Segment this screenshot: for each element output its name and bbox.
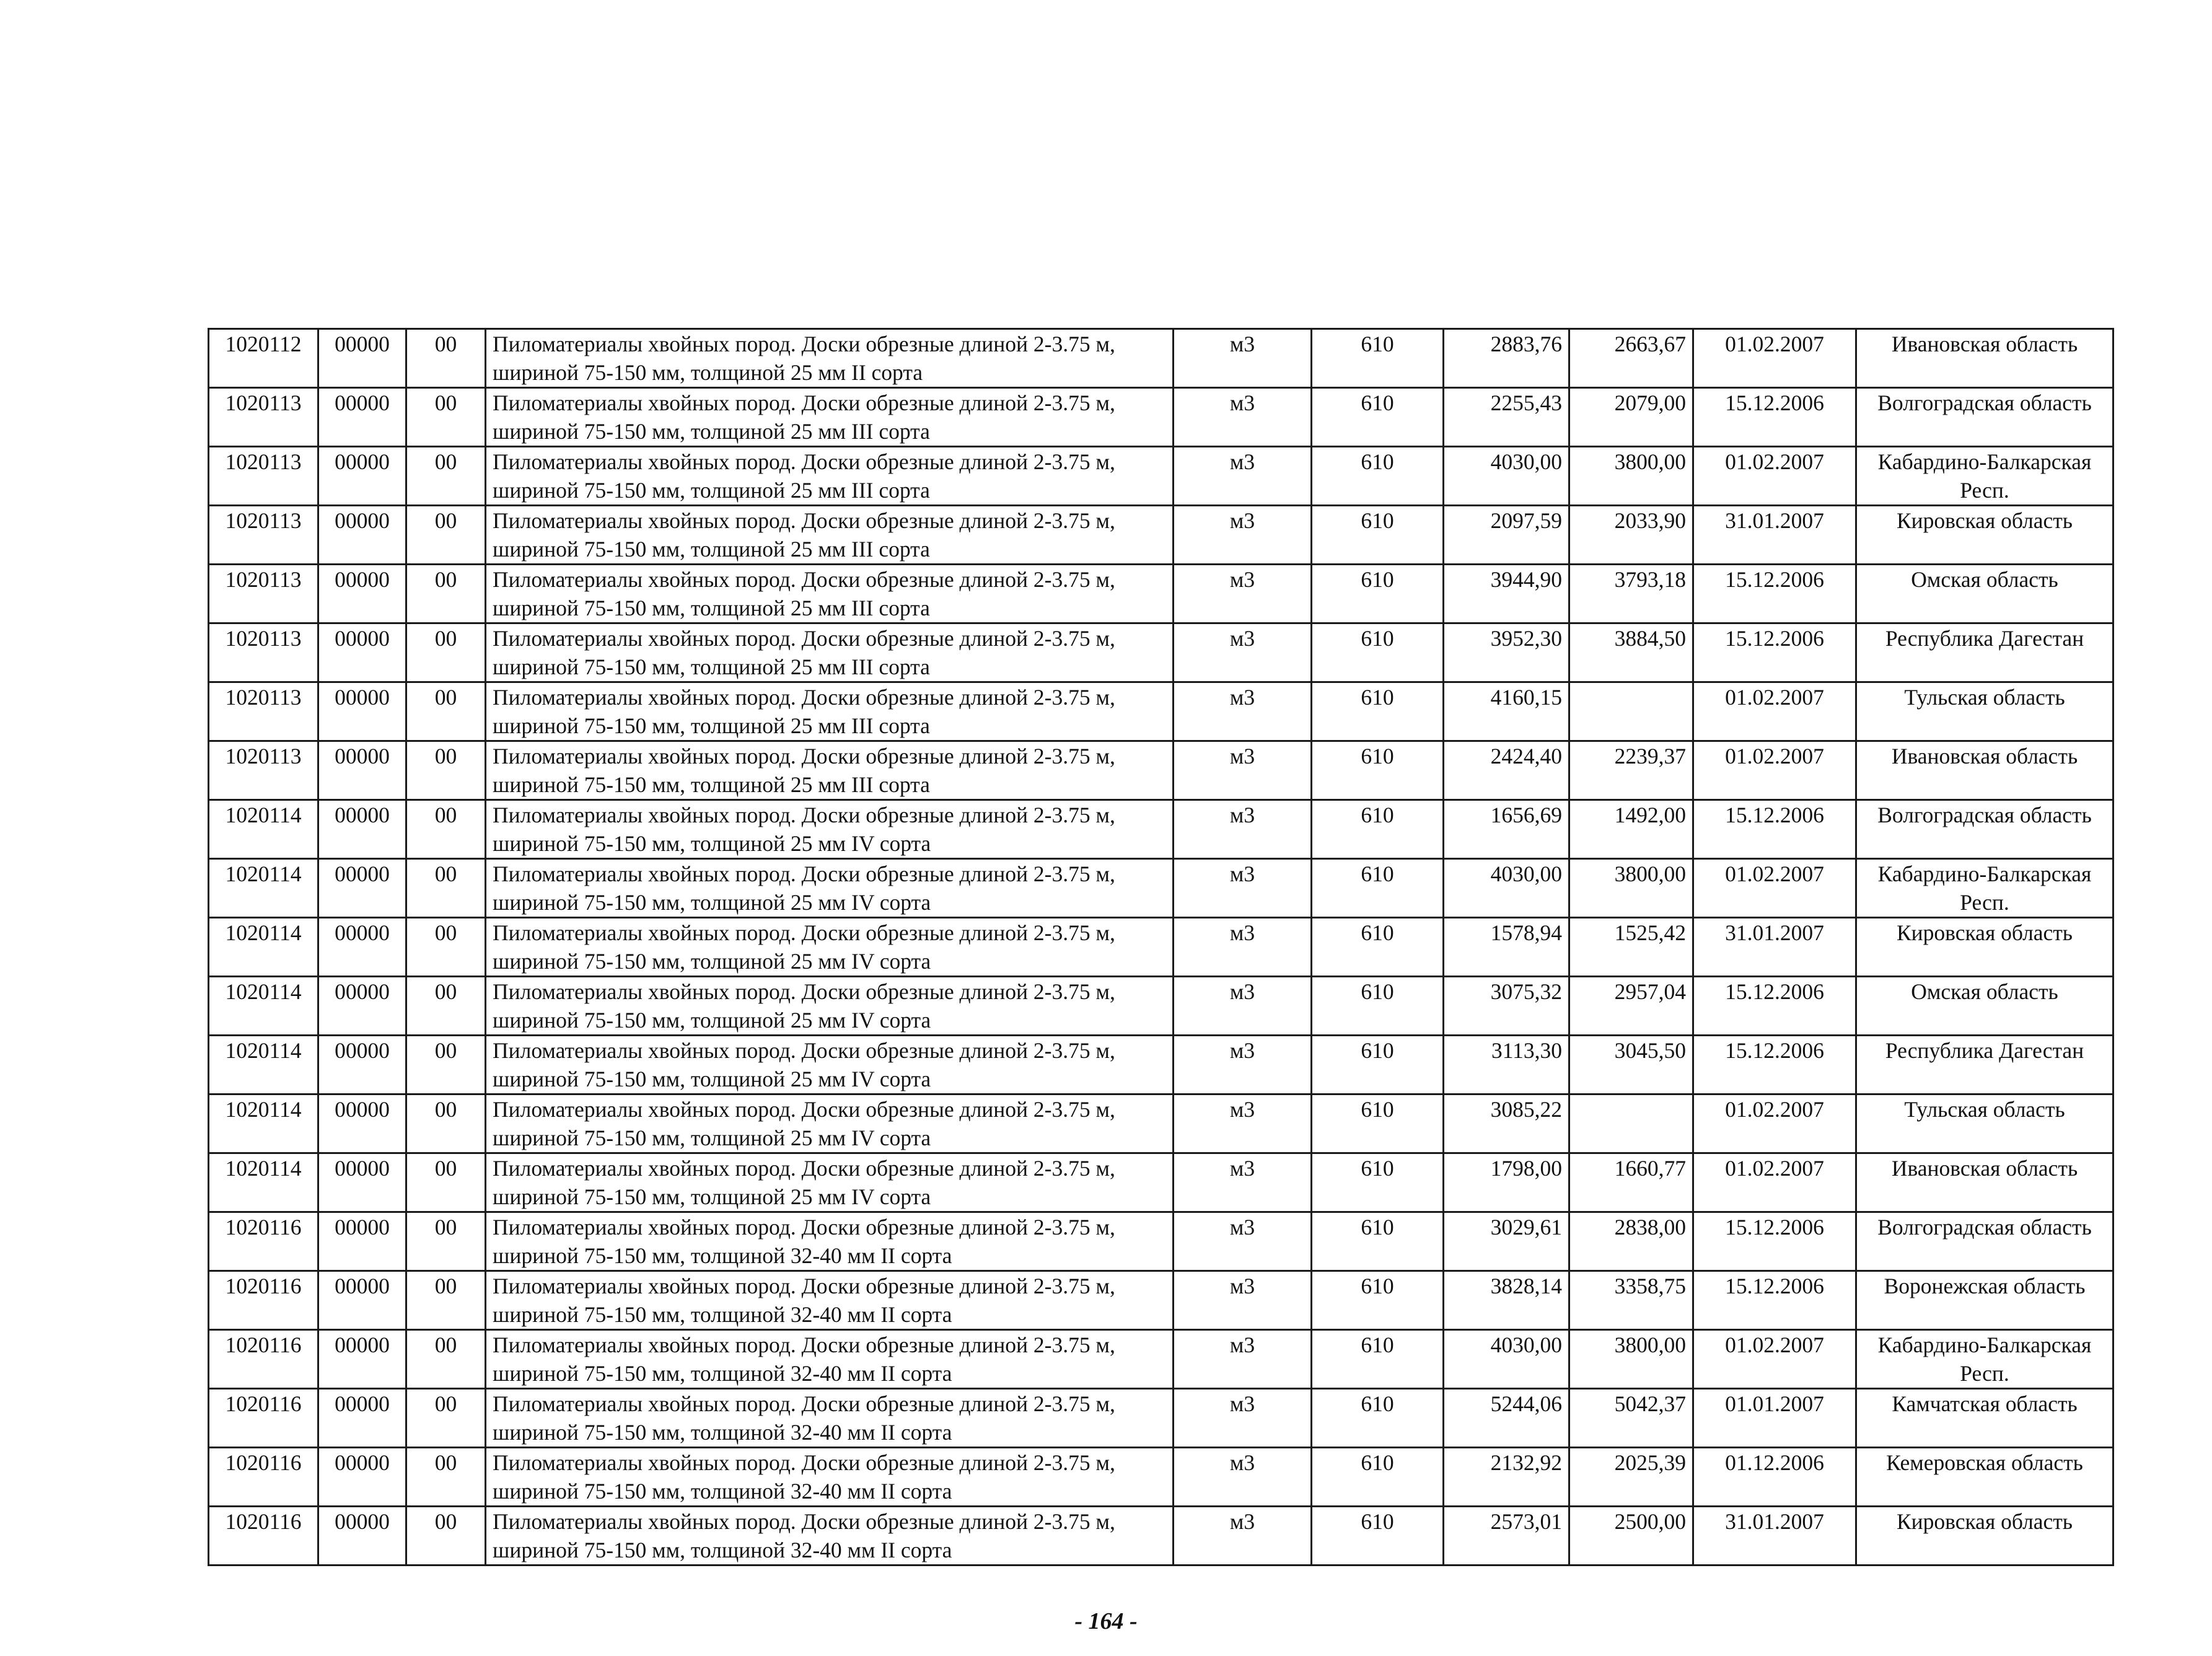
subcode-cell: 00000 (318, 329, 406, 388)
code-cell: 1020113 (209, 623, 318, 682)
code-cell: 1020114 (209, 977, 318, 1036)
unit-cell: м3 (1174, 682, 1312, 741)
region-cell: Ивановская область (1856, 741, 2113, 800)
description-cell: Пиломатериалы хвойных пород. Доски обрезные длиной 2-3.75 м, шириной 75-150 мм, толщиной 32-40 мм II сорта (486, 1507, 1174, 1566)
date-cell: 15.12.2006 (1693, 565, 1856, 623)
table-row (209, 388, 2113, 447)
ext-code-cell: 00 (406, 1330, 486, 1389)
ext-code-cell: 00 (406, 447, 486, 506)
table-row (209, 859, 2113, 918)
date-cell: 15.12.2006 (1693, 1212, 1856, 1271)
description-cell: Пиломатериалы хвойных пород. Доски обрезные длиной 2-3.75 м, шириной 75-150 мм, толщиной 25 мм IV сорта (486, 1153, 1174, 1212)
description-cell: Пиломатериалы хвойных пород. Доски обрезные длиной 2-3.75 м, шириной 75-150 мм, толщиной 25 мм IV сорта (486, 977, 1174, 1036)
unit-cell: м3 (1174, 329, 1312, 388)
price-no-vat-cell: 3800,00 (1569, 859, 1693, 918)
subcode-cell: 00000 (318, 1036, 406, 1094)
table-row (209, 1389, 2113, 1448)
okei-code-cell: 610 (1312, 1036, 1444, 1094)
date-cell: 15.12.2006 (1693, 623, 1856, 682)
region-cell: Ивановская область (1856, 1153, 2113, 1212)
code-cell: 1020116 (209, 1212, 318, 1271)
subcode-cell: 00000 (318, 1507, 406, 1566)
ext-code-cell: 00 (406, 329, 486, 388)
unit-cell: м3 (1174, 447, 1312, 506)
price-no-vat-cell: 2500,00 (1569, 1507, 1693, 1566)
price-no-vat-cell: 3800,00 (1569, 1330, 1693, 1389)
date-cell: 01.12.2006 (1693, 1448, 1856, 1507)
price-no-vat-cell: 3793,18 (1569, 565, 1693, 623)
subcode-cell: 00000 (318, 682, 406, 741)
date-cell: 01.02.2007 (1693, 859, 1856, 918)
ext-code-cell: 00 (406, 1448, 486, 1507)
region-cell: Волгоградская область (1856, 1212, 2113, 1271)
price-cell: 1798,00 (1444, 1153, 1569, 1212)
okei-code-cell: 610 (1312, 741, 1444, 800)
table-row (209, 623, 2113, 682)
unit-cell: м3 (1174, 1212, 1312, 1271)
code-cell: 1020114 (209, 859, 318, 918)
price-cell: 3944,90 (1444, 565, 1569, 623)
date-cell: 15.12.2006 (1693, 977, 1856, 1036)
price-no-vat-cell (1569, 1094, 1693, 1153)
table-row (209, 977, 2113, 1036)
table-row (209, 682, 2113, 741)
region-cell: Омская область (1856, 977, 2113, 1036)
price-cell: 3113,30 (1444, 1036, 1569, 1094)
region-cell: Ивановская область (1856, 329, 2113, 388)
table-row (209, 565, 2113, 623)
region-cell: Кабардино-Балкарская Респ. (1856, 447, 2113, 506)
region-cell: Волгоградская область (1856, 800, 2113, 859)
okei-code-cell: 610 (1312, 447, 1444, 506)
okei-code-cell: 610 (1312, 1389, 1444, 1448)
table-row (209, 506, 2113, 565)
unit-cell: м3 (1174, 741, 1312, 800)
description-cell: Пиломатериалы хвойных пород. Доски обрезные длиной 2-3.75 м, шириной 75-150 мм, толщиной 25 мм III сорта (486, 506, 1174, 565)
table-row (209, 1271, 2113, 1330)
price-cell: 4030,00 (1444, 859, 1569, 918)
region-cell: Кемеровская область (1856, 1448, 2113, 1507)
region-cell: Волгоградская область (1856, 388, 2113, 447)
okei-code-cell: 610 (1312, 1330, 1444, 1389)
ext-code-cell: 00 (406, 1153, 486, 1212)
region-cell: Омская область (1856, 565, 2113, 623)
price-cell: 2573,01 (1444, 1507, 1569, 1566)
unit-cell: м3 (1174, 977, 1312, 1036)
price-no-vat-cell: 3045,50 (1569, 1036, 1693, 1094)
code-cell: 1020116 (209, 1448, 318, 1507)
unit-cell: м3 (1174, 1271, 1312, 1330)
code-cell: 1020113 (209, 447, 318, 506)
price-table-sheet (208, 328, 2112, 1566)
description-cell: Пиломатериалы хвойных пород. Доски обрезные длиной 2-3.75 м, шириной 75-150 мм, толщиной 25 мм IV сорта (486, 859, 1174, 918)
unit-cell: м3 (1174, 565, 1312, 623)
price-no-vat-cell (1569, 682, 1693, 741)
ext-code-cell: 00 (406, 1389, 486, 1448)
ext-code-cell: 00 (406, 1094, 486, 1153)
date-cell: 01.02.2007 (1693, 682, 1856, 741)
ext-code-cell: 00 (406, 506, 486, 565)
price-no-vat-cell: 5042,37 (1569, 1389, 1693, 1448)
region-cell: Тульская область (1856, 682, 2113, 741)
price-cell: 3075,32 (1444, 977, 1569, 1036)
ext-code-cell: 00 (406, 800, 486, 859)
ext-code-cell: 00 (406, 623, 486, 682)
code-cell: 1020113 (209, 741, 318, 800)
okei-code-cell: 610 (1312, 329, 1444, 388)
description-cell: Пиломатериалы хвойных пород. Доски обрезные длиной 2-3.75 м, шириной 75-150 мм, толщиной 25 мм IV сорта (486, 1036, 1174, 1094)
okei-code-cell: 610 (1312, 1448, 1444, 1507)
unit-cell: м3 (1174, 388, 1312, 447)
okei-code-cell: 610 (1312, 1094, 1444, 1153)
price-cell: 2255,43 (1444, 388, 1569, 447)
table-body (209, 329, 2113, 1566)
unit-cell: м3 (1174, 1153, 1312, 1212)
table-row (209, 1212, 2113, 1271)
description-cell: Пиломатериалы хвойных пород. Доски обрезные длиной 2-3.75 м, шириной 75-150 мм, толщиной 32-40 мм II сорта (486, 1271, 1174, 1330)
price-cell: 1578,94 (1444, 918, 1569, 977)
price-no-vat-cell: 3884,50 (1569, 623, 1693, 682)
region-cell: Тульская область (1856, 1094, 2113, 1153)
subcode-cell: 00000 (318, 977, 406, 1036)
price-no-vat-cell: 2957,04 (1569, 977, 1693, 1036)
table-row (209, 1507, 2113, 1566)
ext-code-cell: 00 (406, 1036, 486, 1094)
ext-code-cell: 00 (406, 1212, 486, 1271)
ext-code-cell: 00 (406, 918, 486, 977)
date-cell: 01.02.2007 (1693, 447, 1856, 506)
ext-code-cell: 00 (406, 859, 486, 918)
ext-code-cell: 00 (406, 565, 486, 623)
price-cell: 2883,76 (1444, 329, 1569, 388)
okei-code-cell: 610 (1312, 800, 1444, 859)
description-cell: Пиломатериалы хвойных пород. Доски обрезные длиной 2-3.75 м, шириной 75-150 мм, толщиной 25 мм III сорта (486, 447, 1174, 506)
code-cell: 1020114 (209, 1036, 318, 1094)
table-row (209, 1094, 2113, 1153)
price-cell: 3029,61 (1444, 1212, 1569, 1271)
date-cell: 01.02.2007 (1693, 329, 1856, 388)
description-cell: Пиломатериалы хвойных пород. Доски обрезные длиной 2-3.75 м, шириной 75-150 мм, толщиной 25 мм IV сорта (486, 918, 1174, 977)
price-no-vat-cell: 1492,00 (1569, 800, 1693, 859)
table-row (209, 1448, 2113, 1507)
description-cell: Пиломатериалы хвойных пород. Доски обрезные длиной 2-3.75 м, шириной 75-150 мм, толщиной 25 мм IV сорта (486, 1094, 1174, 1153)
price-cell: 4030,00 (1444, 447, 1569, 506)
okei-code-cell: 610 (1312, 1153, 1444, 1212)
subcode-cell: 00000 (318, 565, 406, 623)
date-cell: 01.02.2007 (1693, 741, 1856, 800)
subcode-cell: 00000 (318, 1389, 406, 1448)
ext-code-cell: 00 (406, 388, 486, 447)
description-cell: Пиломатериалы хвойных пород. Доски обрезные длиной 2-3.75 м, шириной 75-150 мм, толщиной 25 мм III сорта (486, 623, 1174, 682)
unit-cell: м3 (1174, 1507, 1312, 1566)
price-cell: 1656,69 (1444, 800, 1569, 859)
price-cell: 3952,30 (1444, 623, 1569, 682)
unit-cell: м3 (1174, 1448, 1312, 1507)
region-cell: Республика Дагестан (1856, 623, 2113, 682)
description-cell: Пиломатериалы хвойных пород. Доски обрезные длиной 2-3.75 м, шириной 75-150 мм, толщиной 32-40 мм II сорта (486, 1330, 1174, 1389)
code-cell: 1020113 (209, 682, 318, 741)
price-no-vat-cell: 2079,00 (1569, 388, 1693, 447)
okei-code-cell: 610 (1312, 506, 1444, 565)
subcode-cell: 00000 (318, 1448, 406, 1507)
subcode-cell: 00000 (318, 1212, 406, 1271)
unit-cell: м3 (1174, 506, 1312, 565)
region-cell: Кабардино-Балкарская Респ. (1856, 1330, 2113, 1389)
price-cell: 3828,14 (1444, 1271, 1569, 1330)
code-cell: 1020114 (209, 918, 318, 977)
date-cell: 15.12.2006 (1693, 1271, 1856, 1330)
description-cell: Пиломатериалы хвойных пород. Доски обрезные длиной 2-3.75 м, шириной 75-150 мм, толщиной 25 мм III сорта (486, 388, 1174, 447)
description-cell: Пиломатериалы хвойных пород. Доски обрезные длиной 2-3.75 м, шириной 75-150 мм, толщиной 25 мм II сорта (486, 329, 1174, 388)
subcode-cell: 00000 (318, 800, 406, 859)
date-cell: 01.02.2007 (1693, 1094, 1856, 1153)
code-cell: 1020116 (209, 1330, 318, 1389)
table-row (209, 1036, 2113, 1094)
description-cell: Пиломатериалы хвойных пород. Доски обрезные длиной 2-3.75 м, шириной 75-150 мм, толщиной 25 мм IV сорта (486, 800, 1174, 859)
price-cell: 3085,22 (1444, 1094, 1569, 1153)
ext-code-cell: 00 (406, 682, 486, 741)
code-cell: 1020114 (209, 800, 318, 859)
okei-code-cell: 610 (1312, 682, 1444, 741)
description-cell: Пиломатериалы хвойных пород. Доски обрезные длиной 2-3.75 м, шириной 75-150 мм, толщиной 32-40 мм II сорта (486, 1389, 1174, 1448)
code-cell: 1020114 (209, 1153, 318, 1212)
subcode-cell: 00000 (318, 1094, 406, 1153)
price-cell: 4030,00 (1444, 1330, 1569, 1389)
unit-cell: м3 (1174, 623, 1312, 682)
okei-code-cell: 610 (1312, 1212, 1444, 1271)
okei-code-cell: 610 (1312, 1271, 1444, 1330)
price-no-vat-cell: 1525,42 (1569, 918, 1693, 977)
subcode-cell: 00000 (318, 918, 406, 977)
unit-cell: м3 (1174, 1094, 1312, 1153)
price-no-vat-cell: 2033,90 (1569, 506, 1693, 565)
subcode-cell: 00000 (318, 1153, 406, 1212)
price-no-vat-cell: 1660,77 (1569, 1153, 1693, 1212)
okei-code-cell: 610 (1312, 565, 1444, 623)
code-cell: 1020116 (209, 1389, 318, 1448)
price-cell: 2097,59 (1444, 506, 1569, 565)
subcode-cell: 00000 (318, 388, 406, 447)
price-no-vat-cell: 2025,39 (1569, 1448, 1693, 1507)
table-row (209, 329, 2113, 388)
price-no-vat-cell: 3800,00 (1569, 447, 1693, 506)
subcode-cell: 00000 (318, 506, 406, 565)
price-no-vat-cell: 3358,75 (1569, 1271, 1693, 1330)
price-cell: 4160,15 (1444, 682, 1569, 741)
subcode-cell: 00000 (318, 741, 406, 800)
unit-cell: м3 (1174, 1389, 1312, 1448)
price-cell: 2132,92 (1444, 1448, 1569, 1507)
subcode-cell: 00000 (318, 1330, 406, 1389)
subcode-cell: 00000 (318, 623, 406, 682)
region-cell: Кировская область (1856, 918, 2113, 977)
description-cell: Пиломатериалы хвойных пород. Доски обрезные длиной 2-3.75 м, шириной 75-150 мм, толщиной 25 мм III сорта (486, 741, 1174, 800)
table-row (209, 1330, 2113, 1389)
code-cell: 1020113 (209, 565, 318, 623)
date-cell: 15.12.2006 (1693, 1036, 1856, 1094)
okei-code-cell: 610 (1312, 623, 1444, 682)
code-cell: 1020113 (209, 506, 318, 565)
date-cell: 31.01.2007 (1693, 506, 1856, 565)
ext-code-cell: 00 (406, 1271, 486, 1330)
description-cell: Пиломатериалы хвойных пород. Доски обрезные длиной 2-3.75 м, шириной 75-150 мм, толщиной 32-40 мм II сорта (486, 1212, 1174, 1271)
date-cell: 15.12.2006 (1693, 800, 1856, 859)
table-row (209, 447, 2113, 506)
okei-code-cell: 610 (1312, 388, 1444, 447)
region-cell: Кабардино-Балкарская Респ. (1856, 859, 2113, 918)
unit-cell: м3 (1174, 918, 1312, 977)
region-cell: Камчатская область (1856, 1389, 2113, 1448)
region-cell: Воронежская область (1856, 1271, 2113, 1330)
okei-code-cell: 610 (1312, 1507, 1444, 1566)
price-no-vat-cell: 2239,37 (1569, 741, 1693, 800)
region-cell: Кировская область (1856, 506, 2113, 565)
subcode-cell: 00000 (318, 859, 406, 918)
region-cell: Республика Дагестан (1856, 1036, 2113, 1094)
description-cell: Пиломатериалы хвойных пород. Доски обрезные длиной 2-3.75 м, шириной 75-150 мм, толщиной 25 мм III сорта (486, 682, 1174, 741)
price-no-vat-cell: 2663,67 (1569, 329, 1693, 388)
code-cell: 1020113 (209, 388, 318, 447)
ext-code-cell: 00 (406, 977, 486, 1036)
date-cell: 31.01.2007 (1693, 1507, 1856, 1566)
code-cell: 1020112 (209, 329, 318, 388)
okei-code-cell: 610 (1312, 859, 1444, 918)
price-table (208, 328, 2114, 1566)
unit-cell: м3 (1174, 1036, 1312, 1094)
code-cell: 1020114 (209, 1094, 318, 1153)
table-row (209, 918, 2113, 977)
date-cell: 01.02.2007 (1693, 1153, 1856, 1212)
subcode-cell: 00000 (318, 1271, 406, 1330)
okei-code-cell: 610 (1312, 977, 1444, 1036)
region-cell: Кировская область (1856, 1507, 2113, 1566)
date-cell: 15.12.2006 (1693, 388, 1856, 447)
ext-code-cell: 00 (406, 1507, 486, 1566)
subcode-cell: 00000 (318, 447, 406, 506)
code-cell: 1020116 (209, 1507, 318, 1566)
unit-cell: м3 (1174, 1330, 1312, 1389)
date-cell: 31.01.2007 (1693, 918, 1856, 977)
table-row (209, 1153, 2113, 1212)
price-cell: 2424,40 (1444, 741, 1569, 800)
unit-cell: м3 (1174, 800, 1312, 859)
date-cell: 01.02.2007 (1693, 1330, 1856, 1389)
price-no-vat-cell: 2838,00 (1569, 1212, 1693, 1271)
date-cell: 01.01.2007 (1693, 1389, 1856, 1448)
table-row (209, 800, 2113, 859)
ext-code-cell: 00 (406, 741, 486, 800)
unit-cell: м3 (1174, 859, 1312, 918)
description-cell: Пиломатериалы хвойных пород. Доски обрезные длиной 2-3.75 м, шириной 75-150 мм, толщиной 32-40 мм II сорта (486, 1448, 1174, 1507)
okei-code-cell: 610 (1312, 918, 1444, 977)
table-row (209, 741, 2113, 800)
price-cell: 5244,06 (1444, 1389, 1569, 1448)
code-cell: 1020116 (209, 1271, 318, 1330)
description-cell: Пиломатериалы хвойных пород. Доски обрезные длиной 2-3.75 м, шириной 75-150 мм, толщиной 25 мм III сорта (486, 565, 1174, 623)
page-number: - 164 - (1074, 1608, 1138, 1634)
